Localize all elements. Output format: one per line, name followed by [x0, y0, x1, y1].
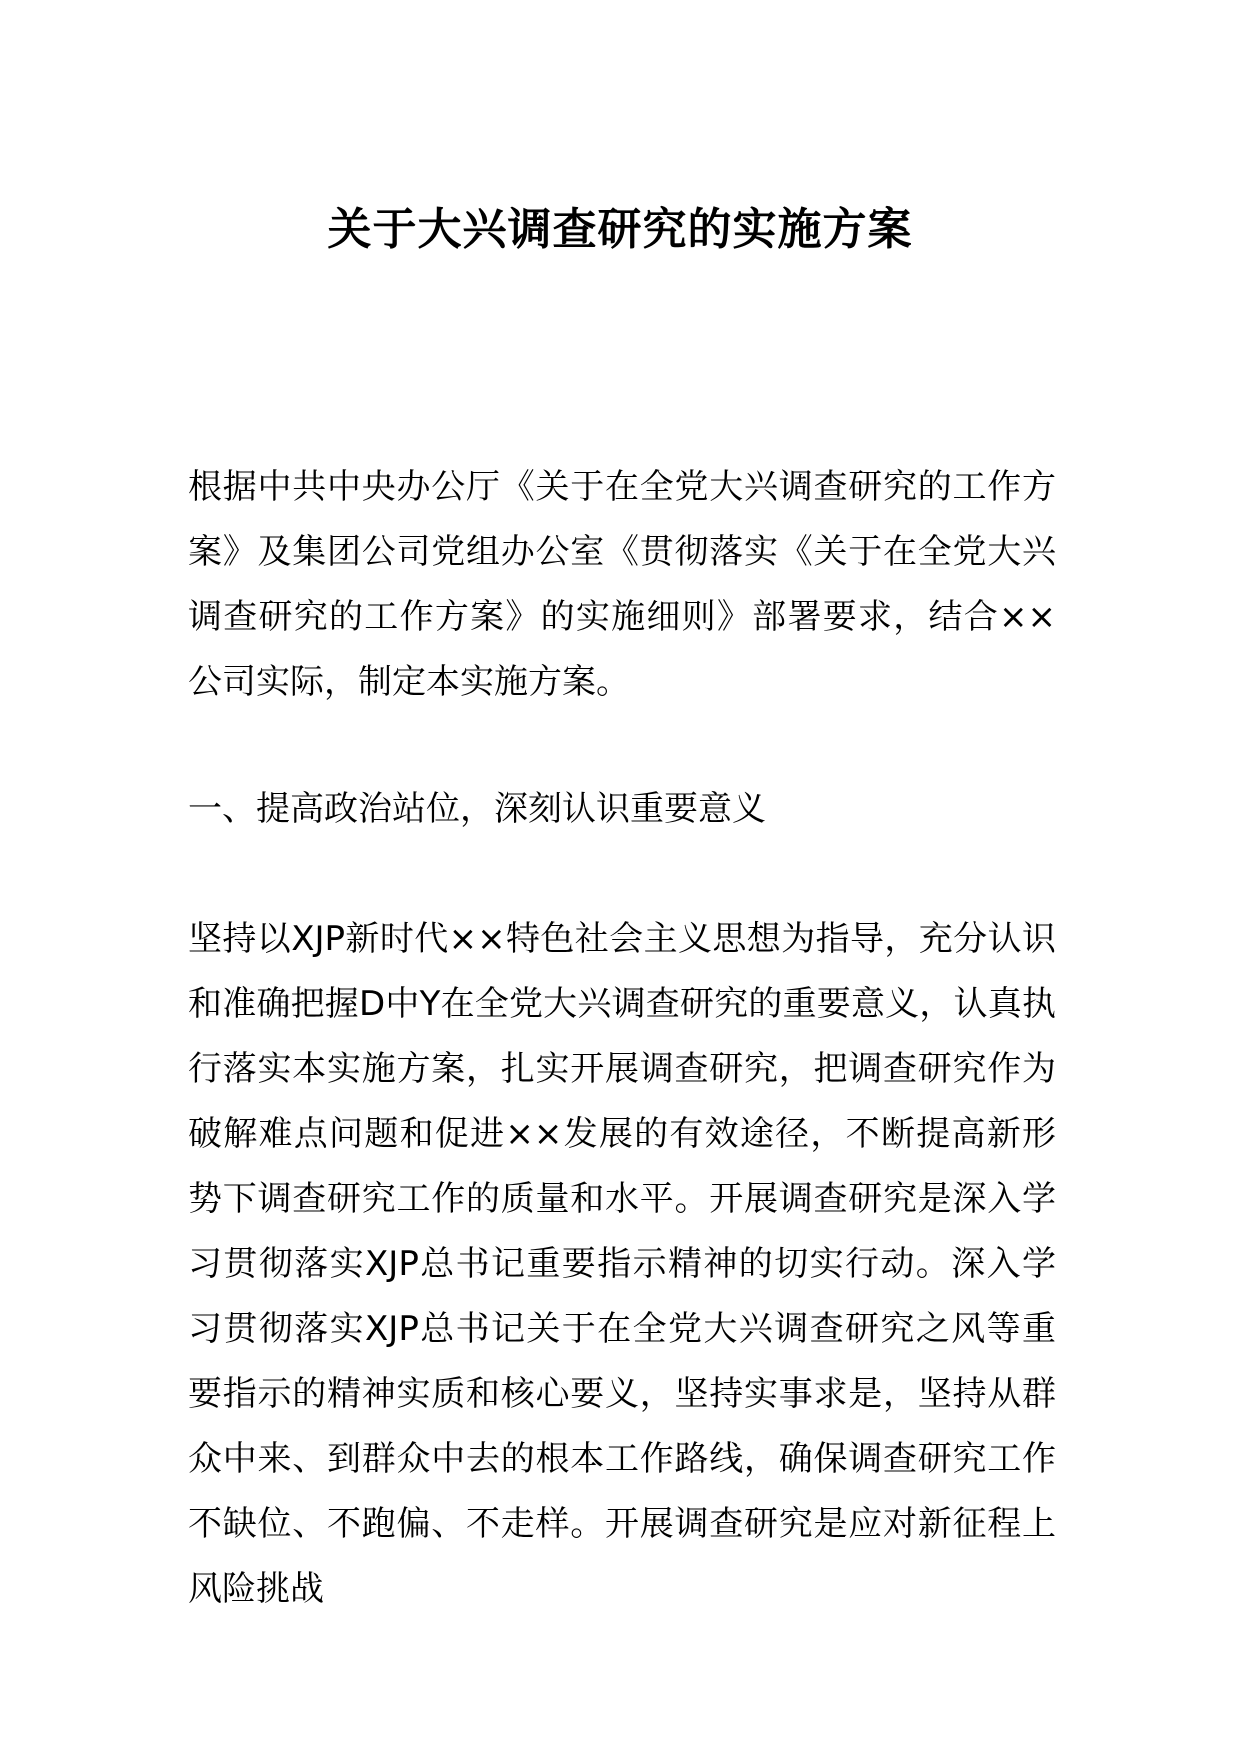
section-1-heading: 一、提高政治站位，深刻认识重要意义 — [188, 789, 766, 829]
section-1-body-paragraph: 坚持以XJP新时代××特色社会主义思想为指导，充分认识和准确把握D中Y在全党大兴调查研究的重要意义，认真执行落实本实施方案，扎实开展调查研究，把调查研究作为破解难点问题和促进××发展的有效途径，不断提高新形势下调查研究工作的质量和水平。开展调查研究是深入学习贯彻落实XJP总书记重要指示精神的切实行动。深入学习贯彻落实XJP总书记关于在全党大兴调查研究之风等重要指示的精神实质和核心要义，坚持实事求是，坚持从群众中来、到群众中去的根本工作路线，确保调查研究工作不缺位、不跑偏、不走样。开展调查研究是应对新征程上风险挑战 — [188, 919, 1056, 1609]
intro-paragraph: 根据中共中央办公厅《关于在全党大兴调查研究的工作方案》及集团公司党组办公室《贯彻落实《关于在全党大兴调查研究的工作方案》的实施细则》部署要求，结合××公司实际，制定本实施方案。 — [188, 467, 1056, 702]
document-title: 关于大兴调查研究的实施方案 — [327, 204, 913, 255]
